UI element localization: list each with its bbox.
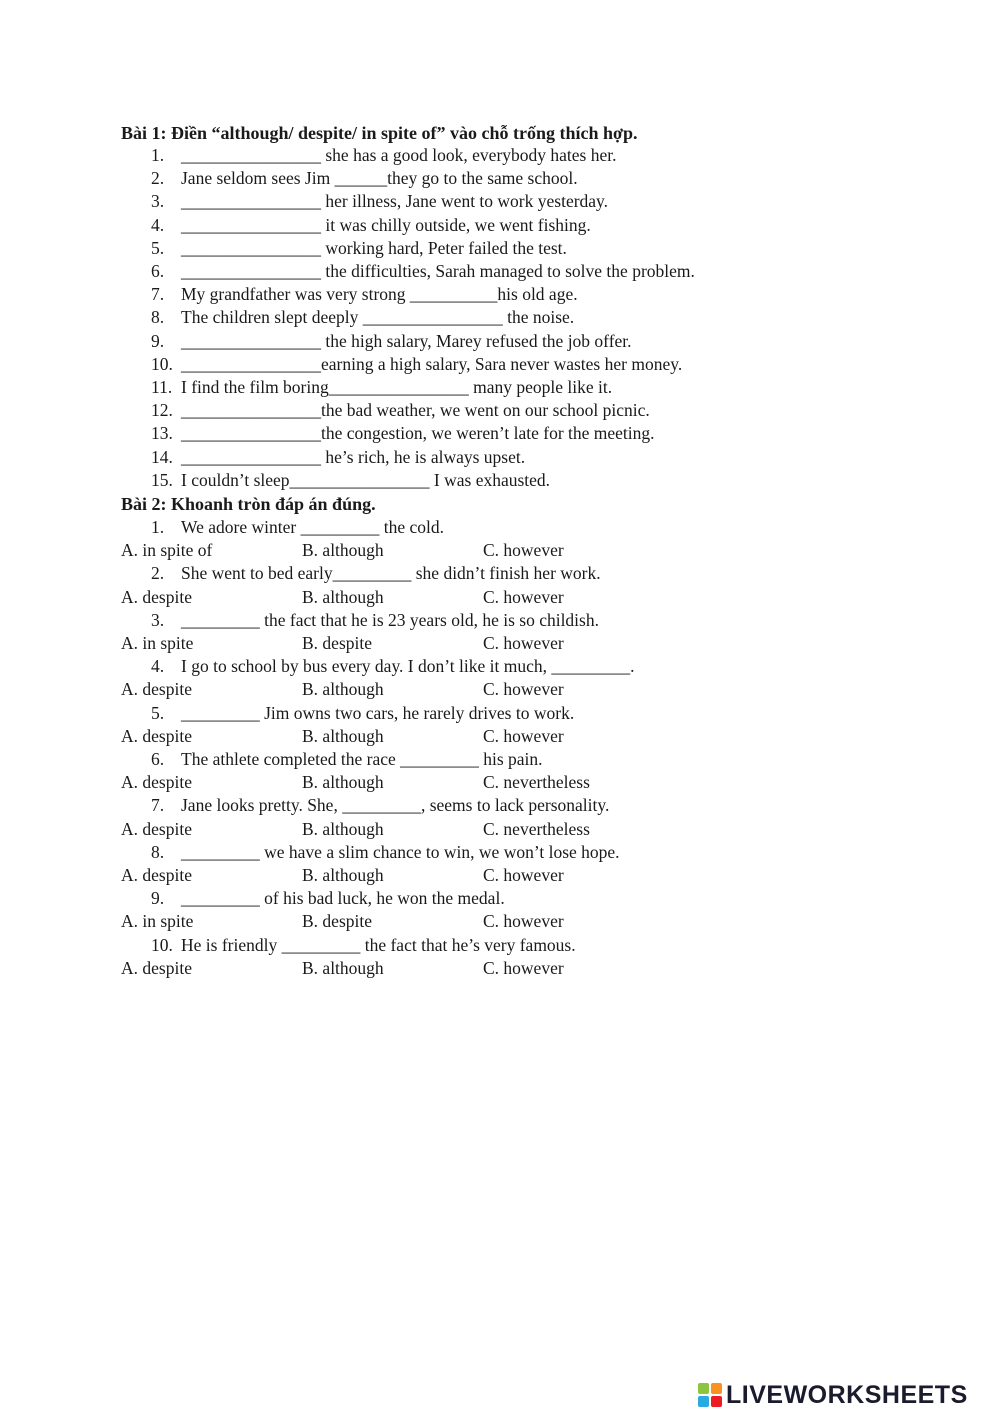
option-c[interactable]: C. however — [483, 586, 564, 607]
exercise2-question — [0, 887, 900, 933]
item-sentence: ________________earning a high salary, Sara never wastes her money. — [181, 353, 683, 374]
question-line — [0, 794, 900, 817]
item-number: 3. — [151, 191, 165, 212]
question-line — [0, 887, 900, 910]
option-a[interactable]: A. despite — [121, 818, 192, 839]
question-number: 2. — [151, 563, 165, 584]
option-a[interactable]: A. despite — [121, 957, 192, 978]
question-number: 10. — [151, 934, 173, 955]
question-line — [0, 748, 900, 771]
item-sentence: ________________the bad weather, we went on our school picnic. — [181, 400, 650, 421]
item-number: 1. — [151, 145, 165, 165]
item-sentence: The children slept deeply ________________ the noise. — [181, 307, 575, 328]
exercise2-question — [0, 794, 900, 840]
question-line — [0, 609, 900, 632]
exercise2-heading: Bài 2: Khoanh tròn đáp án đúng. — [121, 494, 376, 514]
item-sentence: My grandfather was very strong __________his old age. — [181, 284, 578, 305]
question-line — [0, 934, 900, 957]
item-number: 10. — [151, 353, 173, 374]
liveworksheets-logo-icon — [697, 1382, 723, 1408]
question-number: 5. — [151, 702, 165, 723]
exercise1-item — [0, 237, 900, 260]
question-line — [0, 516, 900, 539]
exercise2-question — [0, 841, 900, 887]
question-number: 4. — [151, 656, 165, 677]
question-text: _________ of his bad luck, he won the medal. — [181, 888, 505, 909]
answer-options — [0, 818, 900, 841]
question-line — [0, 655, 900, 678]
option-c[interactable]: C. nevertheless — [483, 818, 590, 839]
exercise2-question — [0, 609, 900, 655]
question-number: 9. — [151, 888, 165, 909]
question-line — [0, 702, 900, 725]
option-c[interactable]: C. however — [483, 864, 564, 885]
answer-options — [0, 539, 900, 562]
question-text: She went to bed early_________ she didn’t finish her work. — [181, 563, 601, 584]
option-a[interactable]: A. despite — [121, 864, 192, 885]
question-text: Jane looks pretty. She, _________, seems to lack personality. — [181, 795, 610, 816]
answer-options — [0, 957, 900, 980]
exercise1-item — [0, 330, 900, 353]
exercise1-item — [0, 376, 900, 399]
item-sentence: I couldn’t sleep________________ I was exhausted. — [181, 469, 551, 490]
item-sentence: ________________ he’s rich, he is always upset. — [181, 446, 526, 467]
option-c[interactable]: C. however — [483, 911, 564, 932]
item-number: 5. — [151, 237, 165, 258]
item-number: 6. — [151, 261, 165, 281]
item-number: 4. — [151, 214, 165, 235]
option-a[interactable]: A. in spite — [121, 632, 194, 653]
question-text: He is friendly _________ the fact that he’s very famous. — [181, 934, 576, 955]
exercise1-item — [0, 260, 900, 283]
option-b[interactable]: B. although — [302, 864, 384, 885]
item-number: 2. — [151, 168, 165, 189]
question-number: 1. — [151, 517, 165, 537]
exercise1-item — [0, 167, 900, 190]
exercise1-item — [0, 446, 900, 469]
option-b[interactable]: B. although — [302, 540, 384, 561]
exercise1-item — [0, 214, 900, 237]
option-c[interactable]: C. however — [483, 679, 564, 700]
item-sentence: ________________ the difficulties, Sarah managed to solve the problem. — [181, 261, 695, 281]
question-text: _________ we have a slim chance to win, we won’t lose hope. — [181, 841, 620, 862]
question-text: _________ Jim owns two cars, he rarely drives to work. — [181, 702, 575, 723]
item-number: 12. — [151, 400, 173, 421]
option-a[interactable]: A. in spite — [121, 911, 194, 932]
exercise1-item — [0, 353, 900, 376]
exercise1-heading: Bài 1: Điền “although/ despite/ in spite of” vào chỗ trống thích hợp. — [121, 123, 638, 143]
exercise2-question — [0, 702, 900, 748]
option-a[interactable]: A. despite — [121, 772, 192, 793]
exercise1-item — [0, 422, 900, 445]
item-sentence: Jane seldom sees Jim ______they go to the same school. — [181, 168, 578, 189]
exercise1-item — [0, 399, 900, 422]
exercise1-item — [0, 190, 900, 213]
item-sentence: ________________ working hard, Peter failed the test. — [181, 237, 567, 258]
answer-options — [0, 771, 900, 794]
question-number: 6. — [151, 749, 165, 769]
question-text: _________ the fact that he is 23 years old, he is so childish. — [181, 609, 599, 630]
item-sentence: ________________the congestion, we weren’t late for the meeting. — [181, 423, 655, 444]
item-number: 11. — [151, 377, 173, 397]
exercise2-question — [0, 934, 900, 980]
question-text: I go to school by bus every day. I don’t like it much, _________. — [181, 656, 635, 677]
option-a[interactable]: A. despite — [121, 679, 192, 700]
item-number: 14. — [151, 446, 173, 467]
exercise2-question — [0, 516, 900, 562]
option-a[interactable]: A. despite — [121, 586, 192, 607]
option-b[interactable]: B. although — [302, 772, 384, 793]
exercise2-question — [0, 655, 900, 701]
item-number: 15. — [151, 469, 173, 490]
question-text: The athlete completed the race _________ his pain. — [181, 749, 543, 769]
option-a[interactable]: A. in spite of — [121, 540, 213, 561]
item-number: 13. — [151, 423, 173, 444]
option-b[interactable]: B. although — [302, 957, 384, 978]
exercise2-question — [0, 562, 900, 608]
exercise1-item — [0, 283, 900, 306]
answer-options — [0, 586, 900, 609]
option-c[interactable]: C. however — [483, 540, 564, 561]
brand-name: LIVEWORKSHEETS — [726, 1381, 968, 1409]
question-line — [0, 841, 900, 864]
exercise2-question — [0, 748, 900, 794]
option-b[interactable]: B. although — [302, 679, 384, 700]
option-b[interactable]: B. although — [302, 725, 384, 746]
answer-options — [0, 725, 900, 748]
option-c[interactable]: C. nevertheless — [483, 772, 590, 793]
exercise1-item — [0, 144, 900, 167]
answer-options — [0, 864, 900, 887]
item-sentence: ________________ her illness, Jane went to work yesterday. — [181, 191, 609, 212]
question-line — [0, 562, 900, 585]
answer-options — [0, 678, 900, 701]
option-b[interactable]: B. although — [302, 586, 384, 607]
exercise1-item — [0, 469, 900, 492]
item-sentence: ________________ the high salary, Marey refused the job offer. — [181, 330, 632, 351]
option-a[interactable]: A. despite — [121, 725, 192, 746]
question-number: 7. — [151, 795, 165, 816]
question-text: We adore winter _________ the cold. — [181, 517, 444, 537]
liveworksheets-logo[interactable] — [697, 1380, 968, 1410]
item-number: 7. — [151, 284, 165, 305]
option-c[interactable]: C. however — [483, 957, 564, 978]
option-b[interactable]: B. despite — [302, 632, 372, 653]
option-b[interactable]: B. despite — [302, 911, 372, 932]
exercise1-item — [0, 306, 900, 329]
answer-options — [0, 632, 900, 655]
item-number: 9. — [151, 330, 165, 351]
question-number: 8. — [151, 841, 165, 862]
question-number: 3. — [151, 609, 165, 630]
item-sentence: I find the film boring________________ many people like it. — [181, 377, 613, 397]
option-b[interactable]: B. although — [302, 818, 384, 839]
answer-options — [0, 910, 900, 933]
item-sentence: ________________ she has a good look, everybody hates her. — [181, 145, 617, 165]
item-number: 8. — [151, 307, 165, 328]
item-sentence: ________________ it was chilly outside, we went fishing. — [181, 214, 591, 235]
option-c[interactable]: C. however — [483, 632, 564, 653]
option-c[interactable]: C. however — [483, 725, 564, 746]
